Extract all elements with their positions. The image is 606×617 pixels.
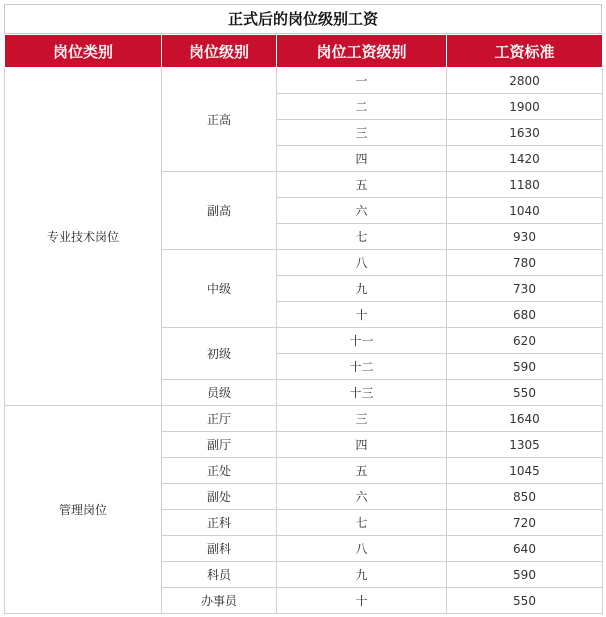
wage-grade-cell: 七 — [277, 510, 447, 536]
wage-amount-cell: 1305 — [447, 432, 603, 458]
wage-amount-cell: 1180 — [447, 172, 603, 198]
wage-grade-cell: 四 — [277, 432, 447, 458]
wage-amount-cell: 550 — [447, 380, 603, 406]
table-body — [5, 68, 603, 614]
wage-grade-cell: 十三 — [277, 380, 447, 406]
table-row — [5, 68, 603, 94]
level-cell: 员级 — [162, 380, 277, 406]
header-wage-standard: 工资标准 — [447, 35, 603, 68]
wage-grade-cell: 五 — [277, 458, 447, 484]
wage-amount-cell: 720 — [447, 510, 603, 536]
wage-amount-cell: 1640 — [447, 406, 603, 432]
wage-amount-cell: 1040 — [447, 198, 603, 224]
header-row — [5, 35, 603, 68]
wage-grade-cell: 三 — [277, 120, 447, 146]
wage-grade-cell: 八 — [277, 536, 447, 562]
wage-amount-cell: 1630 — [447, 120, 603, 146]
wage-amount-cell: 590 — [447, 562, 603, 588]
wage-table — [4, 34, 603, 614]
wage-grade-cell: 六 — [277, 484, 447, 510]
level-cell: 副科 — [162, 536, 277, 562]
category-cell: 专业技术岗位 — [5, 68, 162, 406]
wage-grade-cell: 三 — [277, 406, 447, 432]
table-title: 正式后的岗位级别工资 — [4, 4, 602, 34]
wage-grade-cell: 十 — [277, 588, 447, 614]
wage-grade-cell: 七 — [277, 224, 447, 250]
wage-amount-cell: 1900 — [447, 94, 603, 120]
wage-amount-cell: 640 — [447, 536, 603, 562]
wage-amount-cell: 620 — [447, 328, 603, 354]
wage-grade-cell: 十一 — [277, 328, 447, 354]
level-cell: 正处 — [162, 458, 277, 484]
wage-amount-cell: 2800 — [447, 68, 603, 94]
wage-amount-cell: 550 — [447, 588, 603, 614]
wage-grade-cell: 十 — [277, 302, 447, 328]
level-cell: 副高 — [162, 172, 277, 250]
category-cell: 管理岗位 — [5, 406, 162, 614]
level-cell: 办事员 — [162, 588, 277, 614]
wage-grade-cell: 九 — [277, 562, 447, 588]
wage-amount-cell: 1045 — [447, 458, 603, 484]
wage-amount-cell: 780 — [447, 250, 603, 276]
table-row — [5, 406, 603, 432]
wage-grade-cell: 九 — [277, 276, 447, 302]
wage-amount-cell: 590 — [447, 354, 603, 380]
header-level: 岗位级别 — [162, 35, 277, 68]
wage-amount-cell: 730 — [447, 276, 603, 302]
level-cell: 中级 — [162, 250, 277, 328]
level-cell: 正高 — [162, 68, 277, 172]
wage-amount-cell: 680 — [447, 302, 603, 328]
header-wage-grade: 岗位工资级别 — [277, 35, 447, 68]
wage-grade-cell: 一 — [277, 68, 447, 94]
level-cell: 正厅 — [162, 406, 277, 432]
wage-amount-cell: 850 — [447, 484, 603, 510]
wage-grade-cell: 十二 — [277, 354, 447, 380]
wage-grade-cell: 八 — [277, 250, 447, 276]
wage-grade-cell: 二 — [277, 94, 447, 120]
wage-grade-cell: 六 — [277, 198, 447, 224]
level-cell: 副厅 — [162, 432, 277, 458]
wage-amount-cell: 1420 — [447, 146, 603, 172]
level-cell: 副处 — [162, 484, 277, 510]
level-cell: 科员 — [162, 562, 277, 588]
level-cell: 正科 — [162, 510, 277, 536]
wage-grade-cell: 四 — [277, 146, 447, 172]
wage-grade-cell: 五 — [277, 172, 447, 198]
header-category: 岗位类别 — [5, 35, 162, 68]
level-cell: 初级 — [162, 328, 277, 380]
wage-amount-cell: 930 — [447, 224, 603, 250]
